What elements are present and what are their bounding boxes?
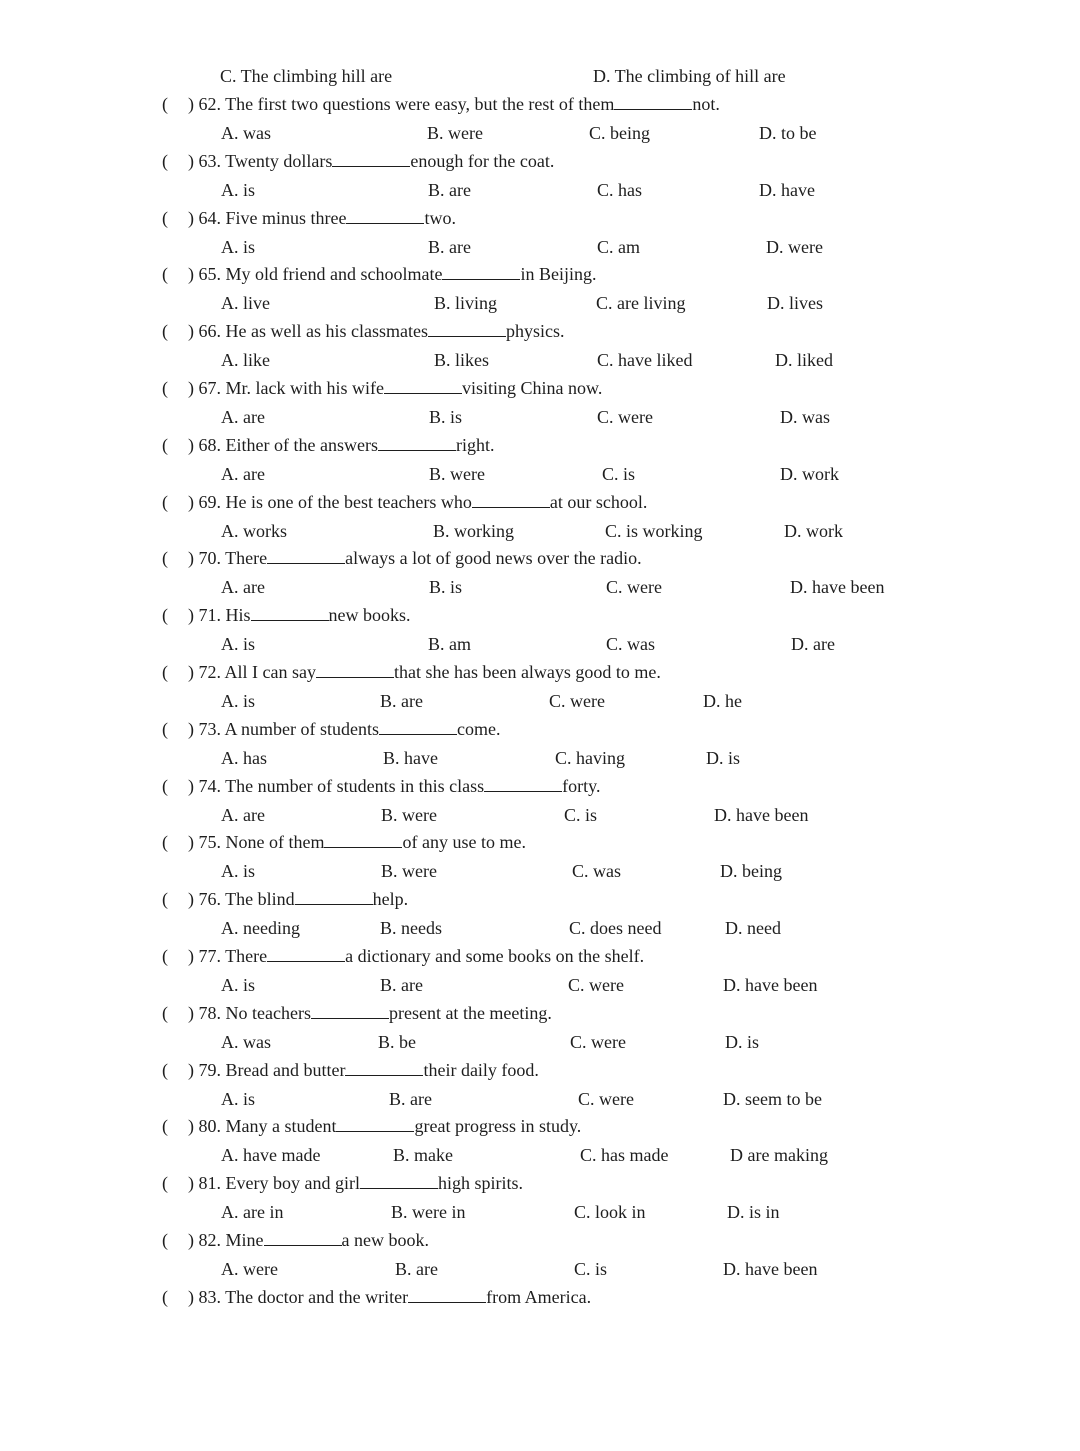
- option-choice[interactable]: A. is: [221, 975, 256, 995]
- option-choice[interactable]: A. is: [221, 634, 256, 655]
- question-text-after: two.: [424, 207, 456, 228]
- question-text-after: physics.: [505, 321, 565, 342]
- option-choice[interactable]: C. were: [606, 577, 662, 598]
- question-text-after: at our school.: [549, 491, 648, 512]
- answer-bracket-open: (: [162, 605, 168, 626]
- option-choice[interactable]: D are making: [730, 1145, 828, 1166]
- question-stem: [188, 1230, 429, 1250]
- answer-blank[interactable]: [324, 833, 402, 848]
- question-text-after: new books.: [328, 605, 411, 626]
- answer-blank[interactable]: [332, 152, 410, 167]
- question-text-after: not.: [692, 94, 720, 114]
- answer-bracket-close: ): [188, 832, 194, 853]
- question-text-after: great progress in study.: [414, 1116, 582, 1137]
- option-choice[interactable]: B. is: [429, 577, 463, 598]
- answer-bracket-open: (: [162, 1002, 168, 1023]
- option-choice[interactable]: B. are: [380, 975, 423, 995]
- option-choice[interactable]: C. was: [572, 861, 621, 882]
- question-text-before: 62. The first two questions were easy, but the rest of them: [198, 94, 615, 114]
- option-choice[interactable]: B. working: [433, 520, 514, 541]
- question-text-before: 75. None of them: [198, 832, 325, 853]
- question-text-after: right.: [455, 434, 495, 455]
- question-text-before: 71. His: [198, 605, 251, 626]
- answer-bracket-close: ): [188, 889, 194, 910]
- option-choice[interactable]: B. is: [429, 407, 463, 427]
- answer-bracket-open: (: [162, 775, 168, 796]
- option-choice[interactable]: A. is: [221, 691, 256, 711]
- question-text-before: 63. Twenty dollars: [198, 150, 333, 171]
- option-choice[interactable]: C. is: [574, 1259, 608, 1279]
- answer-bracket-close: ): [188, 718, 194, 739]
- question-text-after: of any use to me.: [402, 832, 526, 853]
- question-text-before: 80. Many a student: [198, 1116, 337, 1137]
- question-text-after: present at the meeting.: [388, 1002, 552, 1023]
- question-stem: [188, 889, 408, 909]
- answer-blank[interactable]: [614, 95, 692, 110]
- question-stem: [188, 321, 564, 341]
- question-text-after: visiting China now.: [461, 378, 603, 398]
- answer-blank[interactable]: [345, 1061, 423, 1076]
- question-stem: [188, 435, 494, 455]
- question-text-before: 76. The blind: [198, 889, 295, 910]
- option-choice[interactable]: C. has made: [580, 1145, 669, 1166]
- option-choice[interactable]: B. are: [428, 236, 471, 257]
- question-text-before: 67. Mr. lack with his wife: [198, 378, 384, 398]
- answer-blank[interactable]: [484, 777, 562, 792]
- option-choice[interactable]: D. The climbing of hill are: [593, 66, 786, 86]
- answer-bracket-close: ): [188, 548, 194, 569]
- question-stem: [188, 548, 642, 568]
- answer-bracket-close: ): [188, 1059, 194, 1080]
- question-text-after: a dictionary and some books on the shelf.: [345, 946, 645, 966]
- option-choice[interactable]: A. has: [221, 747, 267, 768]
- option-choice[interactable]: B. living: [434, 293, 498, 314]
- question-text-after: that she has been always good to me.: [393, 662, 661, 682]
- option-choice[interactable]: D. liked: [775, 350, 833, 371]
- option-choice[interactable]: B. make: [393, 1145, 453, 1166]
- question-text-after: help.: [372, 889, 409, 910]
- answer-blank[interactable]: [295, 890, 373, 905]
- option-choice[interactable]: B. am: [428, 634, 471, 655]
- option-choice[interactable]: B. were: [381, 861, 437, 882]
- option-choice[interactable]: D. is in: [727, 1202, 780, 1223]
- option-choice[interactable]: C. does need: [569, 918, 662, 939]
- question-stem: [188, 492, 647, 512]
- answer-blank[interactable]: [346, 209, 424, 224]
- question-stem: [188, 151, 554, 171]
- question-text-before: 81. Every boy and girl: [198, 1173, 360, 1194]
- question-text-before: 77. There: [198, 946, 268, 966]
- option-choice[interactable]: B. are: [380, 691, 423, 711]
- answer-blank[interactable]: [251, 606, 329, 621]
- option-choice[interactable]: D. have been: [790, 577, 885, 598]
- option-choice[interactable]: C. is: [602, 463, 636, 484]
- answer-blank[interactable]: [267, 549, 345, 564]
- question-stem: [188, 1116, 581, 1136]
- option-choice[interactable]: B. were: [381, 804, 437, 825]
- option-choice[interactable]: B. needs: [380, 918, 442, 939]
- answer-bracket-open: (: [162, 150, 168, 171]
- answer-blank[interactable]: [384, 379, 462, 394]
- question-text-before: 65. My old friend and schoolmate: [198, 264, 443, 285]
- option-choice[interactable]: C. were: [549, 691, 605, 711]
- answer-blank[interactable]: [378, 436, 456, 451]
- question-stem: [188, 1003, 552, 1023]
- answer-bracket-close: ): [188, 207, 194, 228]
- answer-bracket-open: (: [162, 1116, 168, 1137]
- question-stem: [188, 719, 500, 739]
- question-stem: [188, 264, 596, 284]
- option-choice[interactable]: C. were: [578, 1088, 634, 1109]
- answer-bracket-close: ): [188, 150, 194, 171]
- option-choice[interactable]: A. are: [221, 463, 265, 484]
- question-text-after: always a lot of good news over the radio.: [345, 548, 642, 569]
- answer-bracket-open: (: [162, 889, 168, 910]
- answer-bracket-open: (: [162, 946, 168, 966]
- question-text-before: 73. A number of students: [198, 718, 379, 739]
- option-choice[interactable]: A. are: [221, 577, 265, 598]
- option-choice[interactable]: A. needing: [221, 918, 300, 939]
- option-choice[interactable]: C. The climbing hill are: [220, 66, 393, 86]
- option-choice[interactable]: C. am: [597, 236, 640, 257]
- answer-blank[interactable]: [360, 1174, 438, 1189]
- answer-bracket-open: (: [162, 434, 168, 455]
- question-stem: [188, 1173, 523, 1193]
- option-choice[interactable]: B. were in: [391, 1202, 466, 1223]
- question-stem: [188, 776, 600, 796]
- answer-bracket-close: ): [188, 605, 194, 626]
- option-choice[interactable]: D. he: [703, 691, 742, 711]
- option-choice[interactable]: C. was: [606, 634, 655, 655]
- answer-bracket-open: (: [162, 832, 168, 853]
- answer-blank[interactable]: [316, 663, 394, 678]
- question-stem: [188, 605, 411, 625]
- question-stem: [188, 1287, 591, 1307]
- answer-bracket-open: (: [162, 548, 168, 569]
- option-choice[interactable]: B. likes: [434, 350, 490, 371]
- question-stem: [188, 378, 602, 398]
- question-text-after: in Beijing.: [520, 264, 597, 285]
- answer-bracket-close: ): [188, 1002, 194, 1023]
- question-stem: [188, 946, 644, 966]
- answer-bracket-close: ): [188, 662, 194, 682]
- question-text-after: forty.: [562, 775, 601, 796]
- option-choice[interactable]: C. has: [597, 179, 642, 200]
- question-text-before: 79. Bread and butter: [198, 1059, 346, 1080]
- answer-bracket-open: (: [162, 1059, 168, 1080]
- option-choice[interactable]: C. having: [555, 747, 625, 768]
- option-choice[interactable]: A. are in: [221, 1202, 284, 1223]
- option-choice[interactable]: D. lives: [767, 293, 823, 314]
- answer-bracket-open: (: [162, 491, 168, 512]
- answer-bracket-close: ): [188, 1286, 194, 1307]
- option-choice[interactable]: D. were: [766, 236, 823, 257]
- option-choice[interactable]: C. have liked: [597, 350, 693, 371]
- option-choice[interactable]: D. have been: [723, 975, 818, 995]
- option-choice[interactable]: A. were: [221, 1259, 278, 1279]
- option-choice[interactable]: D. have: [759, 179, 815, 200]
- option-choice[interactable]: D. is: [706, 747, 741, 768]
- answer-blank[interactable]: [267, 947, 345, 962]
- option-choice[interactable]: A. are: [221, 804, 265, 825]
- option-choice[interactable]: C. were: [568, 975, 624, 995]
- question-text-before: 82. Mine: [198, 1230, 264, 1250]
- answer-bracket-open: (: [162, 1173, 168, 1194]
- option-choice[interactable]: A. are: [221, 407, 265, 427]
- answer-bracket-open: (: [162, 1230, 168, 1250]
- answer-bracket-close: ): [188, 1230, 194, 1250]
- option-choice[interactable]: D. have been: [723, 1259, 818, 1279]
- option-choice[interactable]: C. look in: [574, 1202, 646, 1223]
- option-choice[interactable]: D. seem to be: [723, 1088, 822, 1109]
- option-choice[interactable]: B. are: [428, 179, 471, 200]
- option-choice[interactable]: D. is: [725, 1031, 760, 1052]
- option-choice[interactable]: C. were: [570, 1031, 626, 1052]
- question-text-after: from America.: [486, 1286, 592, 1307]
- option-choice[interactable]: C. were: [597, 407, 653, 427]
- option-choice[interactable]: B. were: [429, 463, 485, 484]
- answer-blank[interactable]: [442, 265, 520, 280]
- option-choice[interactable]: D. being: [720, 861, 782, 882]
- answer-bracket-open: (: [162, 378, 168, 398]
- answer-bracket-close: ): [188, 491, 194, 512]
- option-choice[interactable]: D. work: [784, 520, 843, 541]
- question-text-before: 70. There: [198, 548, 268, 569]
- answer-bracket-close: ): [188, 264, 194, 285]
- option-choice[interactable]: D. work: [780, 463, 839, 484]
- answer-bracket-close: ): [188, 1116, 194, 1137]
- answer-bracket-close: ): [188, 1173, 194, 1194]
- question-stem: [188, 832, 526, 852]
- answer-blank[interactable]: [408, 1288, 486, 1303]
- question-text-before: 74. The number of students in this class: [198, 775, 485, 796]
- option-choice[interactable]: B. are: [395, 1259, 438, 1279]
- question-text-after: high spirits.: [437, 1173, 523, 1194]
- question-stem: [188, 1060, 539, 1080]
- answer-blank[interactable]: [264, 1231, 342, 1246]
- answer-bracket-open: (: [162, 662, 168, 682]
- answer-bracket-open: (: [162, 264, 168, 285]
- option-choice[interactable]: C. is working: [605, 520, 703, 541]
- option-choice[interactable]: D. was: [780, 407, 830, 427]
- option-choice[interactable]: B. have: [383, 747, 438, 768]
- option-choice[interactable]: C. is: [564, 804, 598, 825]
- answer-bracket-close: ): [188, 775, 194, 796]
- option-choice[interactable]: D. to be: [759, 123, 817, 143]
- question-stem: [188, 662, 661, 682]
- question-text-before: 68. Either of the answers: [198, 434, 378, 455]
- answer-bracket-close: ): [188, 946, 194, 966]
- answer-bracket-open: (: [162, 718, 168, 739]
- option-choice[interactable]: D. have been: [714, 804, 809, 825]
- answer-bracket-open: (: [162, 94, 168, 114]
- answer-bracket-close: ): [188, 378, 194, 398]
- question-stem: [188, 208, 456, 228]
- question-stem: [188, 94, 720, 114]
- option-choice[interactable]: B. be: [378, 1031, 416, 1052]
- question-text-before: 64. Five minus three: [198, 207, 347, 228]
- option-choice[interactable]: A. is: [221, 1088, 256, 1109]
- question-text-after: enough for the coat.: [410, 150, 555, 171]
- option-choice[interactable]: D. need: [725, 918, 781, 939]
- option-choice[interactable]: A. live: [221, 293, 270, 314]
- answer-blank[interactable]: [311, 1004, 389, 1019]
- option-choice[interactable]: B. are: [389, 1088, 432, 1109]
- option-choice[interactable]: A. is: [221, 861, 256, 882]
- option-choice[interactable]: A. have made: [221, 1145, 321, 1166]
- option-choice[interactable]: C. being: [589, 123, 650, 143]
- option-choice[interactable]: A. like: [221, 350, 270, 371]
- option-choice[interactable]: A. is: [221, 236, 256, 257]
- answer-blank[interactable]: [472, 493, 550, 508]
- question-text-after: a new book.: [341, 1230, 429, 1250]
- answer-bracket-close: ): [188, 94, 194, 114]
- answer-bracket-open: (: [162, 207, 168, 228]
- question-text-before: 66. He as well as his classmates: [198, 321, 428, 342]
- answer-bracket-open: (: [162, 1286, 168, 1307]
- option-choice[interactable]: A. works: [221, 520, 287, 541]
- question-text-before: 72. All I can say: [198, 662, 316, 682]
- question-text-after: come.: [457, 718, 501, 739]
- option-choice[interactable]: A. was: [221, 123, 271, 143]
- answer-blank[interactable]: [428, 322, 506, 337]
- question-text-after: their daily food.: [423, 1059, 539, 1080]
- answer-bracket-close: ): [188, 321, 194, 342]
- answer-bracket-open: (: [162, 321, 168, 342]
- option-choice[interactable]: D. are: [791, 634, 835, 655]
- question-text-before: 78. No teachers: [198, 1002, 311, 1023]
- option-choice[interactable]: B. were: [427, 123, 483, 143]
- question-text-before: 69. He is one of the best teachers who: [198, 491, 472, 512]
- question-text-before: 83. The doctor and the writer: [198, 1286, 409, 1307]
- answer-bracket-close: ): [188, 434, 194, 455]
- answer-blank[interactable]: [336, 1117, 414, 1132]
- answer-blank[interactable]: [379, 720, 457, 735]
- option-choice[interactable]: A. is: [221, 179, 256, 200]
- option-choice[interactable]: A. was: [221, 1031, 271, 1052]
- option-choice[interactable]: C. are living: [596, 293, 686, 314]
